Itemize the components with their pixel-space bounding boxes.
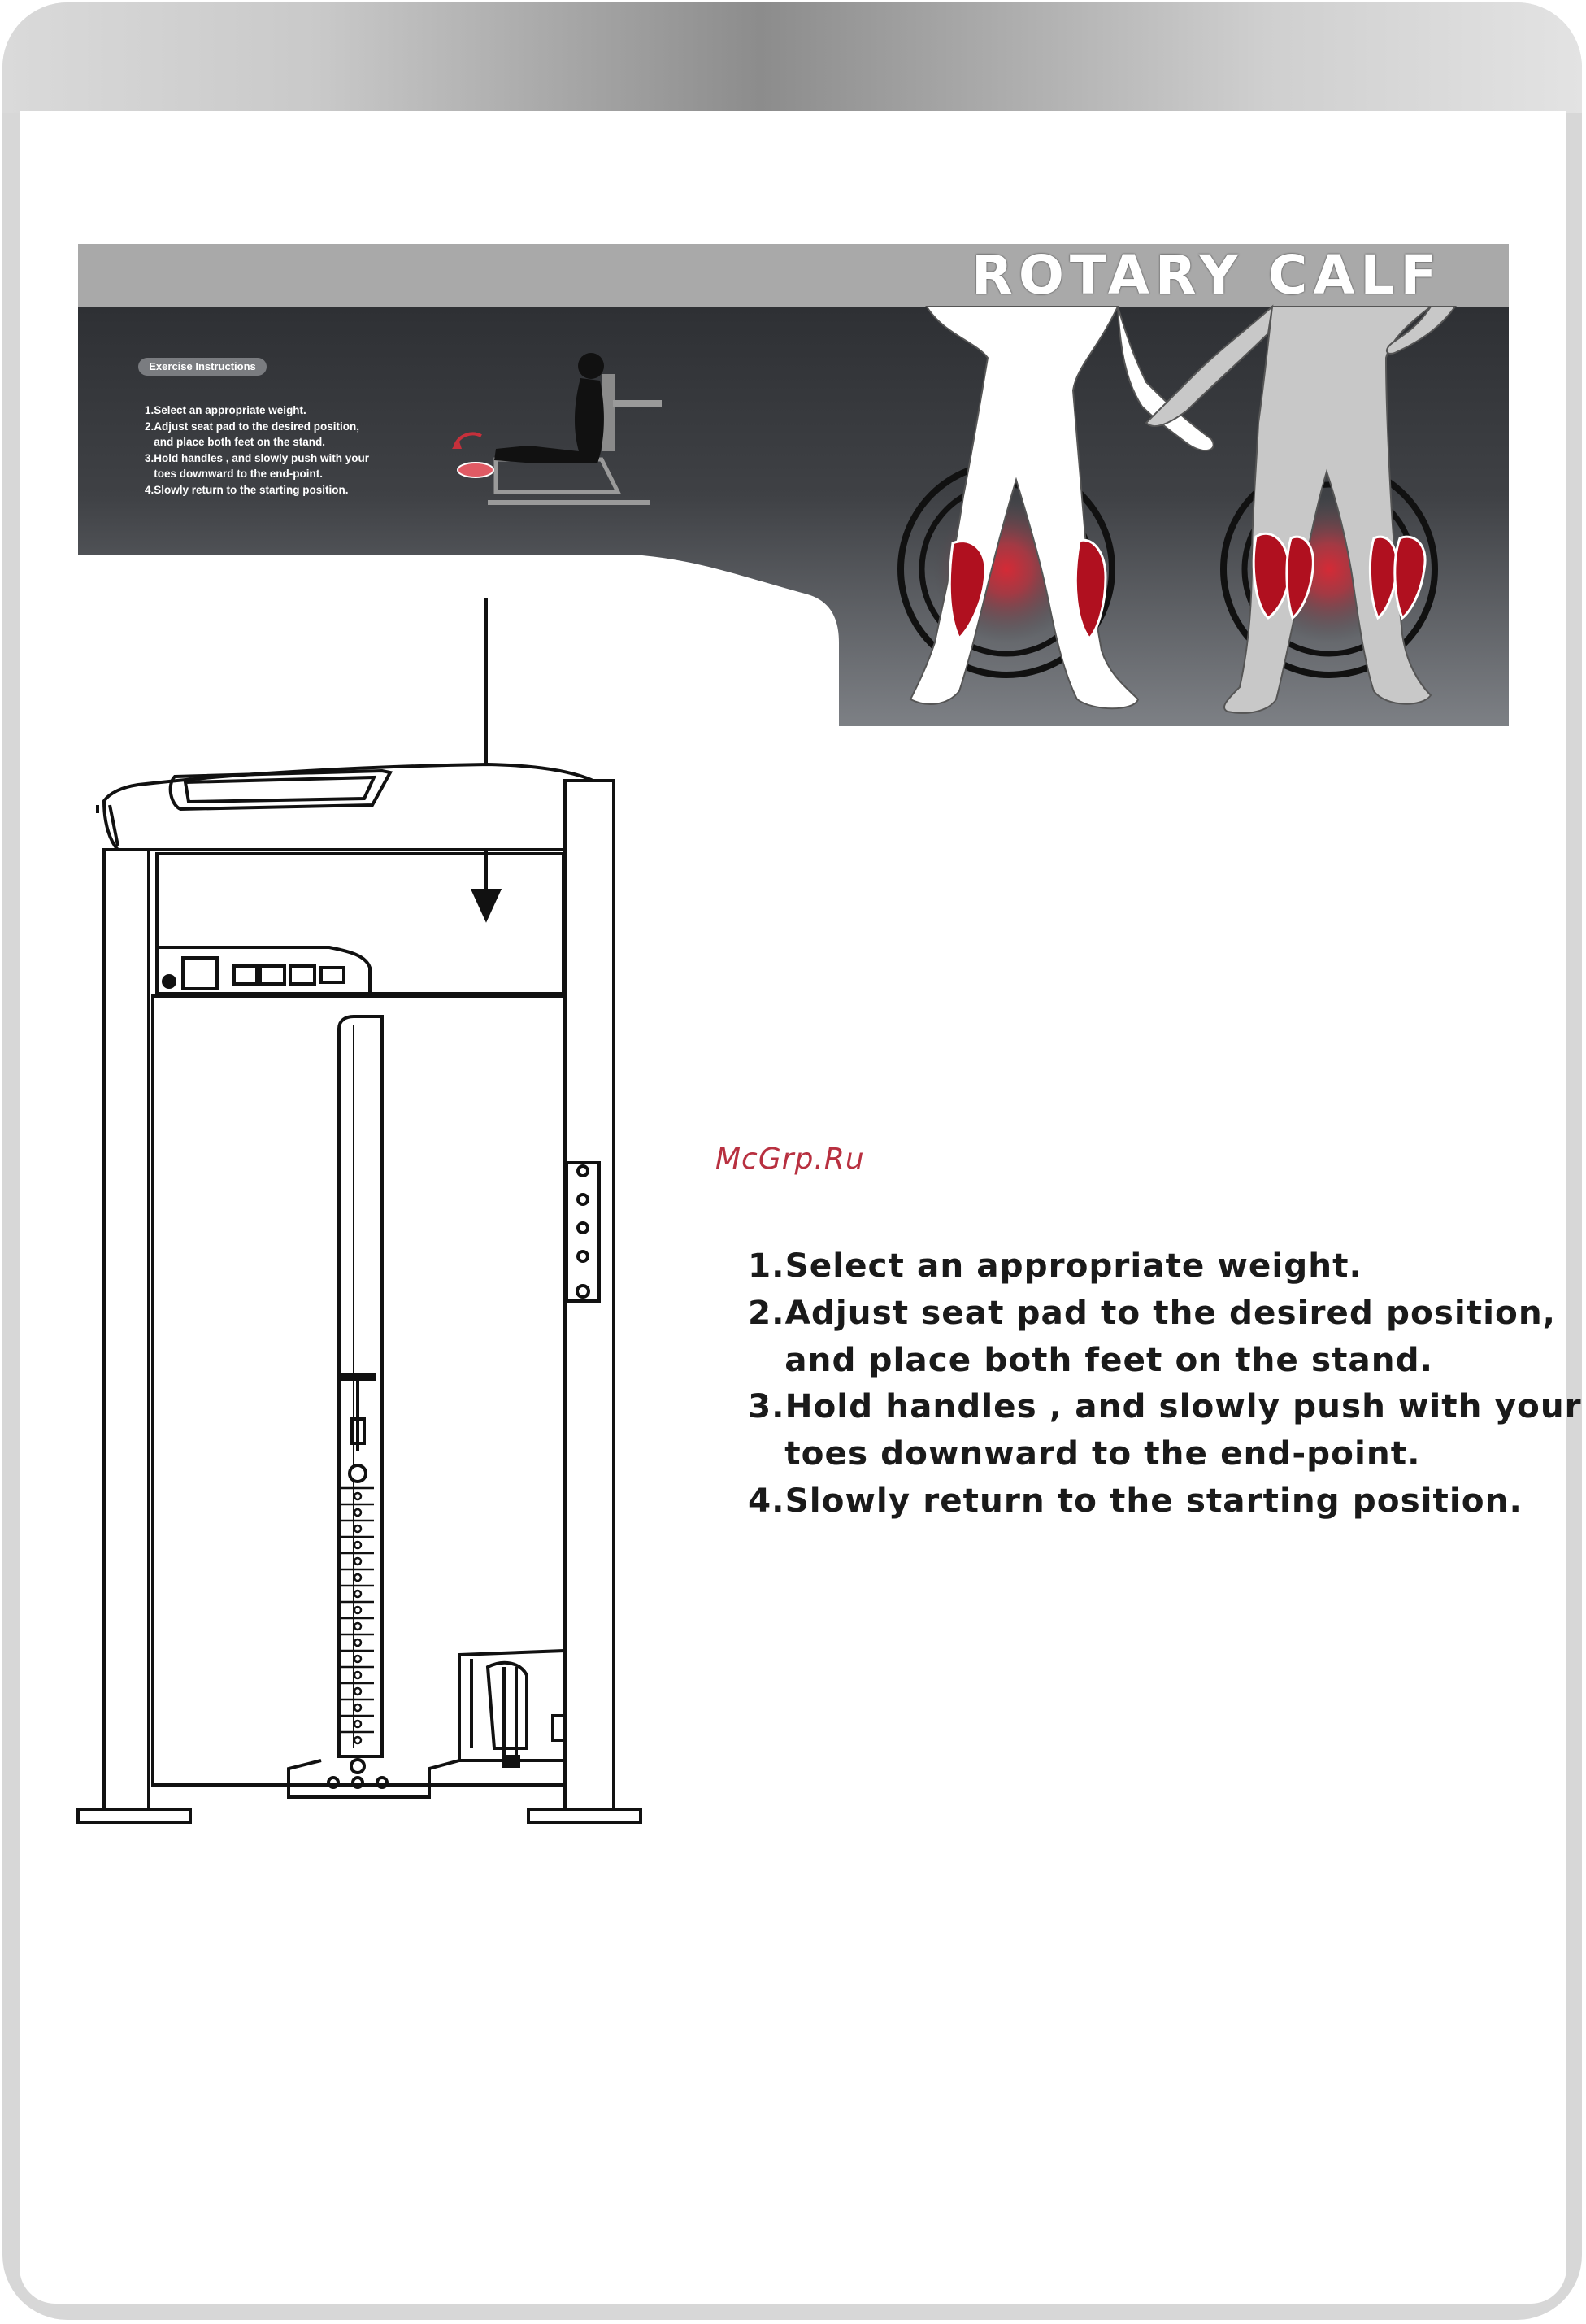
- instruction-step: 2.Adjust seat pad to the desired position,: [748, 1292, 1557, 1332]
- panel-header: Exercise Instructions: [138, 358, 267, 376]
- instruction-step: and place both feet on the stand.: [748, 1339, 1433, 1379]
- panel-step: 1.Select an appropriate weight.: [145, 404, 306, 416]
- instruction-step: 3.Hold handles , and slowly push with your: [748, 1386, 1582, 1426]
- watermark: McGrp.Ru: [715, 1142, 865, 1176]
- panel-step: and place both feet on the stand.: [145, 436, 326, 448]
- instruction-step: toes downward to the end-point.: [748, 1434, 1421, 1473]
- instruction-list: [748, 1243, 1582, 1525]
- panel-step: toes downward to the end-point.: [145, 468, 323, 480]
- banner-title: ROTARY CALF: [971, 244, 1443, 307]
- panel-step: 3.Hold handles , and slowly push with your: [145, 451, 370, 464]
- panel-step: 4.Slowly return to the starting position.: [145, 483, 349, 496]
- instruction-step: 1.Select an appropriate weight.: [748, 1246, 1362, 1285]
- instruction-step: 4.Slowly return to the starting position.: [748, 1480, 1523, 1520]
- panel-step: 2.Adjust seat pad to the desired position,: [145, 420, 360, 433]
- down-arrow-icon: [473, 598, 499, 919]
